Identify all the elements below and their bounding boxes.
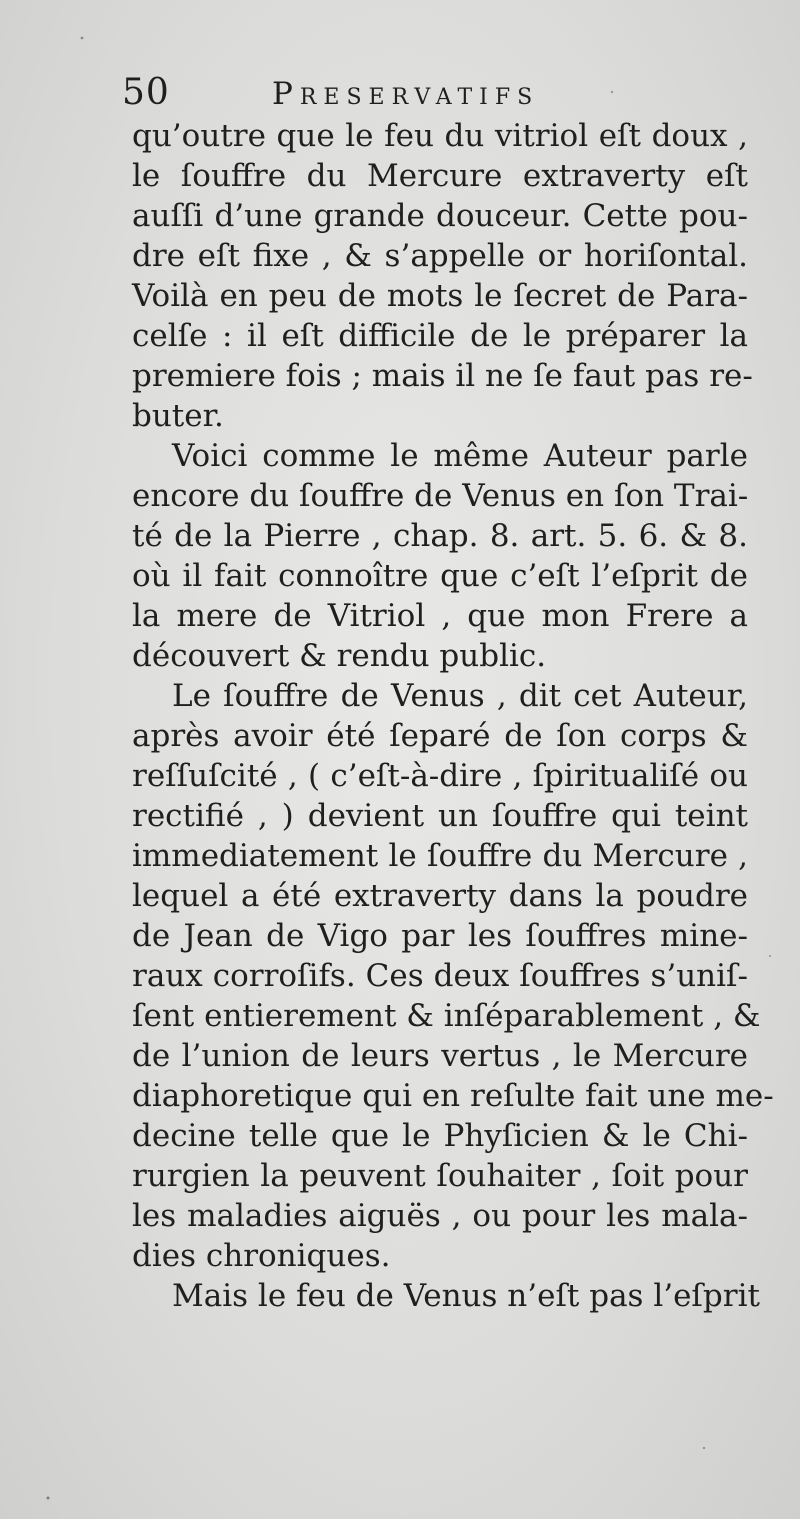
text-line: buter. — [132, 398, 224, 434]
text-line: lequel a été extraverty dans la poudre — [132, 878, 748, 914]
text-line: rurgien la peuvent ſouhaiter , ſoit pour — [132, 1158, 748, 1194]
text-line: où il fait connoître que c’eſt l’eſprit de — [132, 558, 748, 594]
text-line: découvert & rendu public. — [132, 638, 547, 674]
text-line: qu’outre que le feu du vitriol eſt doux , — [132, 118, 748, 154]
text-line: rectifié , ) devient un ſouffre qui teint — [132, 798, 748, 834]
text-line: auſſi d’une grande douceur. Cette pou- — [132, 198, 748, 234]
text-line: dre eſt fixe , & s’appelle or horiſontal. — [132, 238, 748, 274]
body-text — [132, 116, 774, 1356]
text-line: premiere fois ; mais il ne ſe faut pas re- — [132, 358, 753, 394]
text-line: dies chroniques. — [132, 1238, 391, 1274]
text-line: Mais le feu de Venus n’eſt pas l’eſprit — [172, 1278, 760, 1314]
text-line: Voilà en peu de mots le ſecret de Para- — [132, 278, 748, 314]
text-line: diaphoretique qui en reſulte fait une me- — [132, 1078, 774, 1114]
text-line: Le ſouffre de Venus , dit cet Auteur, — [172, 678, 748, 714]
text-line: ſent entierement & inſéparablement , & — [132, 998, 761, 1034]
text-line: raux corroſifs. Ces deux ſouffres s’uniſ- — [132, 958, 748, 994]
text-line: celſe : il eſt difficile de le préparer la — [132, 318, 748, 354]
text-line: de l’union de leurs vertus , le Mercure — [132, 1038, 748, 1074]
text-line: après avoir été ſeparé de ſon corps & — [132, 718, 748, 754]
text-line: Voici comme le même Auteur parle — [172, 438, 748, 474]
text-line: encore du ſouffre de Venus en ſon Trai- — [132, 478, 749, 514]
page-header — [122, 68, 742, 116]
text-line: reſſuſcité , ( c’eſt-à-dire , ſpiritualiſé ou — [132, 758, 748, 794]
text-line: la mere de Vitriol , que mon Frere a — [132, 598, 748, 634]
page-number: 50 — [122, 72, 170, 113]
text-line: decine telle que le Phyſicien & le Chi- — [132, 1118, 748, 1154]
text-line: le ſouffre du Mercure extraverty eſt — [132, 158, 748, 194]
text-line: té de la Pierre , chap. 8. art. 5. 6. & 8. — [132, 518, 748, 554]
text-line: les maladies aiguës , ou pour les mala- — [132, 1198, 748, 1234]
text-line: de Jean de Vigo par les ſouffres mine- — [132, 918, 748, 954]
text-line: immediatement le ſouffre du Mercure , — [132, 838, 748, 874]
running-title: Preservatifs — [272, 76, 540, 112]
